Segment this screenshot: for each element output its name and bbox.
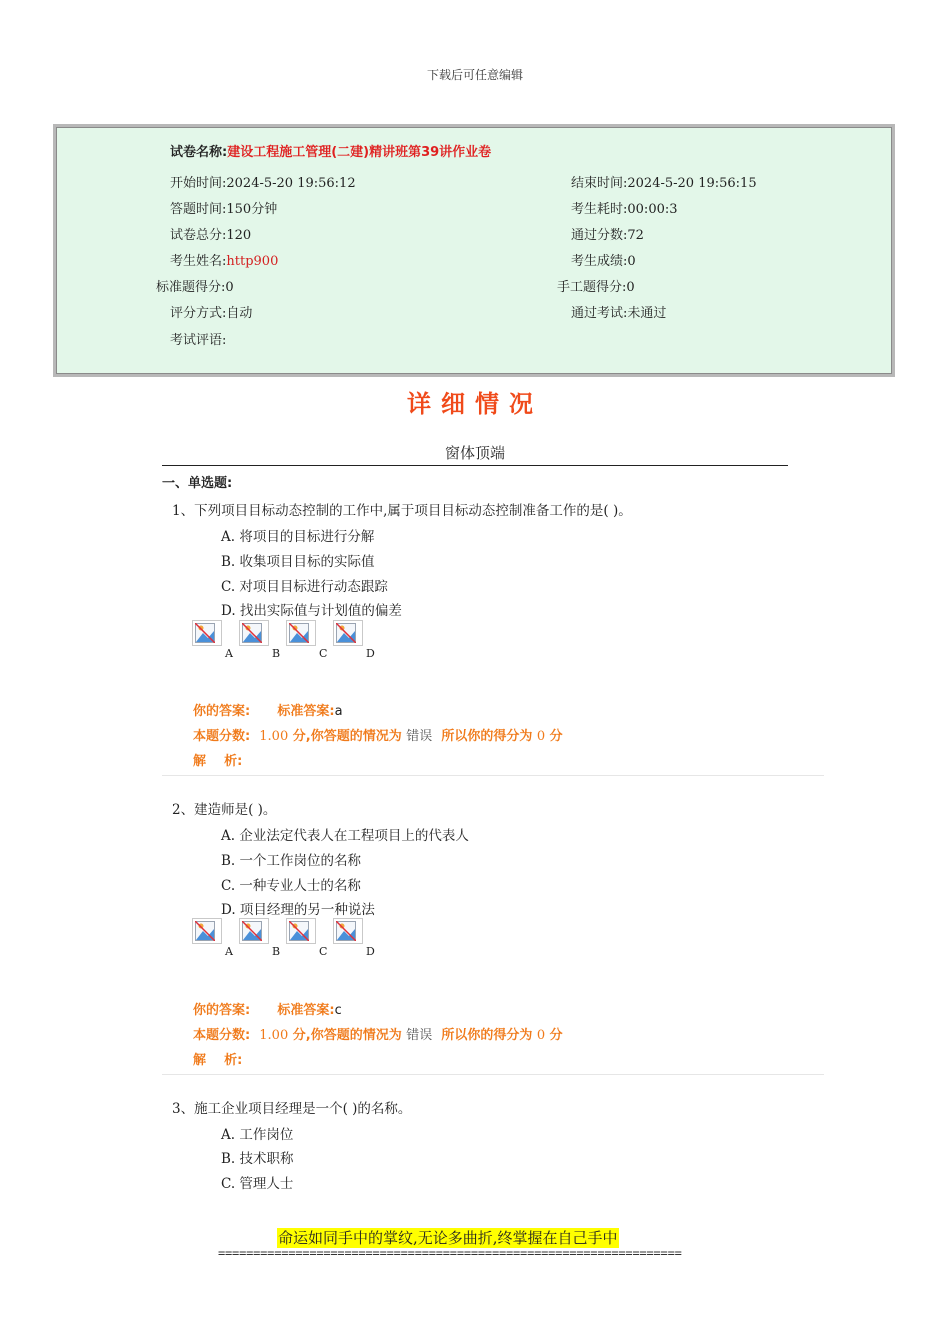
broken-image-glyph <box>242 623 262 643</box>
score-mid: 分,你答题的情况为 <box>292 729 402 744</box>
analysis-label: 解 析: <box>193 754 243 769</box>
q1-option-b: B. 收集项目目标的实际值 <box>221 554 375 570</box>
examinee-score-row <box>571 250 636 269</box>
exam-name-value: 建设工程施工管理(二建)精讲班第39讲作业卷 <box>227 145 492 160</box>
q1-option-c: C. 对项目目标进行动态跟踪 <box>221 579 388 595</box>
manual-score-row <box>557 276 635 295</box>
score-suffix: 所以你的得分为 <box>441 1028 533 1043</box>
q2-analysis-label <box>193 1049 242 1068</box>
duration-label: 答题时间: <box>170 202 227 217</box>
examinee-name-label: 考生姓名: <box>170 254 227 269</box>
total-score-value: 120 <box>226 228 252 243</box>
passed-label: 通过考试: <box>571 306 628 321</box>
broken-image-icon[interactable] <box>239 620 269 646</box>
standard-score-value: 0 <box>225 280 234 295</box>
score-prefix: 本题分数: <box>193 729 251 744</box>
standard-answer-label: 标准答案: <box>277 1003 335 1018</box>
broken-image-glyph <box>195 921 215 941</box>
score-unit: 分 <box>549 729 563 744</box>
standard-score-row <box>156 276 234 295</box>
header-note: 下载后可任意编辑 <box>426 68 523 82</box>
image-label-b: B <box>272 647 281 660</box>
q2-score-line <box>193 1024 563 1043</box>
start-time-label: 开始时间: <box>170 176 227 191</box>
broken-image-icon[interactable] <box>192 620 222 646</box>
image-label-a: A <box>225 647 233 660</box>
image-label-c: C <box>319 647 328 660</box>
q3-option-c: C. 管理人士 <box>221 1176 294 1192</box>
question-number: 1、 <box>172 503 195 519</box>
comment-row <box>170 329 226 348</box>
q1-score-line <box>193 725 563 744</box>
score-value: 1.00 <box>259 729 289 744</box>
q3-option-b: B. 技术职称 <box>221 1151 294 1167</box>
standard-answer-label: 标准答案: <box>277 704 335 719</box>
grading-label: 评分方式: <box>170 306 227 321</box>
q3-option-a: A. 工作岗位 <box>221 1127 294 1143</box>
q2-option-a: A. 企业法定代表人在工程项目上的代表人 <box>221 828 469 844</box>
start-time-value: 2024-5-20 19:56:12 <box>226 176 356 191</box>
question-text: 建造师是( )。 <box>194 802 277 818</box>
score-unit: 分 <box>549 1028 563 1043</box>
pass-score-value: 72 <box>627 228 644 243</box>
image-label-d: D <box>366 647 375 660</box>
broken-image-icon[interactable] <box>286 620 316 646</box>
image-label-b: B <box>272 945 281 958</box>
broken-image-glyph <box>195 623 215 643</box>
exam-name-row <box>170 141 491 160</box>
broken-image-icon[interactable] <box>333 918 363 944</box>
question-2 <box>172 798 276 818</box>
examinee-score-value: 0 <box>627 254 636 269</box>
footer-motto: 命运如同手中的掌纹,无论多曲折,终掌握在自己手中 <box>278 1229 618 1247</box>
end-time-row <box>571 172 757 191</box>
exam-name-label: 试卷名称: <box>170 145 228 160</box>
question-text: 施工企业项目经理是一个( )的名称。 <box>194 1101 412 1117</box>
question-divider <box>162 1074 824 1075</box>
elapsed-row <box>571 198 678 217</box>
examinee-score-label: 考生成绩: <box>571 254 628 269</box>
pass-score-row <box>571 224 644 243</box>
image-label-c: C <box>319 945 328 958</box>
comment-label: 考试评语: <box>170 333 227 348</box>
score-value: 1.00 <box>259 1028 289 1043</box>
passed-row <box>571 302 666 321</box>
end-time-label: 结束时间: <box>571 176 628 191</box>
got-value: 0 <box>536 729 546 744</box>
q1-answer-line <box>193 700 343 719</box>
elapsed-label: 考生耗时: <box>571 202 628 217</box>
grading-row <box>170 302 252 321</box>
broken-image-glyph <box>336 623 356 643</box>
broken-image-icon[interactable] <box>239 918 269 944</box>
question-text: 下列项目目标动态控制的工作中,属于项目目标动态控制准备工作的是( )。 <box>194 503 632 519</box>
exam-info-panel <box>53 124 895 377</box>
broken-image-glyph <box>289 623 309 643</box>
question-number: 2、 <box>172 802 195 818</box>
q2-option-b: B. 一个工作岗位的名称 <box>221 853 362 869</box>
end-time-value: 2024-5-20 19:56:15 <box>627 176 757 191</box>
analysis-label: 解 析: <box>193 1053 243 1068</box>
footer-separator: ================================================================== <box>218 1246 682 1260</box>
broken-image-icon[interactable] <box>333 620 363 646</box>
score-mid: 分,你答题的情况为 <box>292 1028 402 1043</box>
result-value: 错误 <box>406 1028 433 1043</box>
broken-image-glyph <box>336 921 356 941</box>
image-label-d: D <box>366 945 375 958</box>
manual-score-label: 手工题得分: <box>557 280 627 295</box>
q1-analysis-label <box>193 750 242 769</box>
total-score-row <box>170 224 251 243</box>
got-value: 0 <box>536 1028 546 1043</box>
broken-image-icon[interactable] <box>286 918 316 944</box>
question-1 <box>172 499 632 519</box>
q1-option-d: D. 找出实际值与计划值的偏差 <box>221 603 402 619</box>
grading-value: 自动 <box>226 306 253 321</box>
duration-value: 150分钟 <box>226 202 278 217</box>
broken-image-icon[interactable] <box>192 918 222 944</box>
q2-answer-line <box>193 999 342 1018</box>
details-title: 详细情况 <box>407 390 543 418</box>
your-answer-label: 你的答案: <box>193 1003 251 1018</box>
standard-answer-value: a <box>334 704 343 719</box>
total-score-label: 试卷总分: <box>170 228 227 243</box>
broken-image-glyph <box>242 921 262 941</box>
pass-score-label: 通过分数: <box>571 228 628 243</box>
your-answer-label: 你的答案: <box>193 704 251 719</box>
examinee-name-row <box>170 250 278 269</box>
result-value: 错误 <box>406 729 433 744</box>
examinee-name-value: http900 <box>226 254 279 269</box>
broken-image-glyph <box>289 921 309 941</box>
q2-option-d: D. 项目经理的另一种说法 <box>221 902 375 918</box>
q2-option-c: C. 一种专业人士的名称 <box>221 878 361 894</box>
standard-score-label: 标准题得分: <box>156 280 226 295</box>
question-3 <box>172 1097 411 1117</box>
divider <box>162 465 788 466</box>
form-top-label: 窗体顶端 <box>444 444 505 462</box>
section-title: 一、单选题: <box>162 476 233 491</box>
start-time-row <box>170 172 356 191</box>
score-prefix: 本题分数: <box>193 1028 251 1043</box>
standard-answer-value: c <box>334 1003 342 1018</box>
score-suffix: 所以你的得分为 <box>441 729 533 744</box>
question-number: 3、 <box>172 1101 195 1117</box>
q1-option-a: A. 将项目的目标进行分解 <box>221 529 375 545</box>
passed-value: 未通过 <box>627 306 667 321</box>
elapsed-value: 00:00:3 <box>627 202 678 217</box>
image-label-a: A <box>225 945 233 958</box>
question-divider <box>162 775 824 776</box>
duration-row <box>170 198 277 217</box>
manual-score-value: 0 <box>626 280 635 295</box>
